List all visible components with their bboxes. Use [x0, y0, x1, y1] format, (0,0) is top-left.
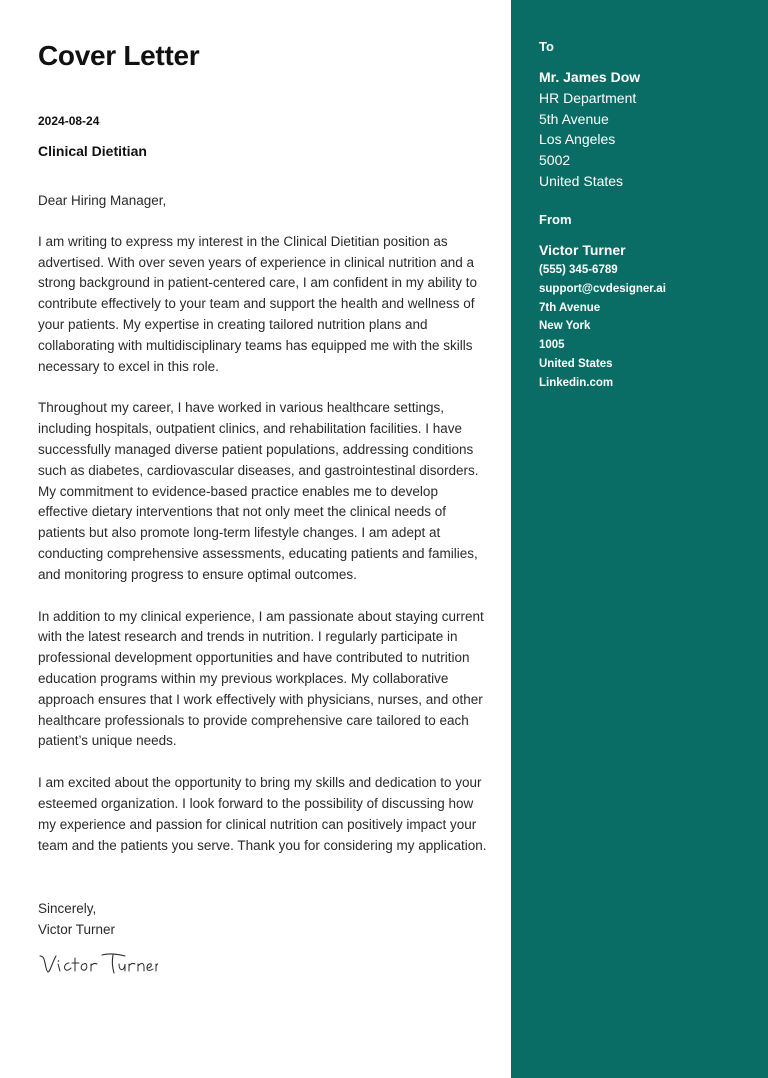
- sender-email: support@cvdesigner.ai: [539, 282, 666, 295]
- salutation: Dear Hiring Manager,: [38, 193, 167, 208]
- sender-heading: From: [539, 212, 572, 227]
- closing-phrase: Sincerely,: [38, 901, 97, 916]
- position-title: Clinical Dietitian: [38, 143, 147, 159]
- letter-date: 2024-08-24: [38, 114, 100, 128]
- sender-postal-code: 1005: [539, 339, 565, 352]
- handwritten-signature: [38, 948, 158, 980]
- recipient-street: 5th Avenue: [539, 110, 609, 127]
- recipient-postal-code: 5002: [539, 152, 571, 169]
- signoff-name: Victor Turner: [38, 922, 116, 937]
- contact-sidebar: [511, 0, 768, 1078]
- document-title: Cover Letter: [38, 40, 200, 71]
- recipient-city: Los Angeles: [539, 131, 616, 148]
- sender-details: [539, 240, 754, 393]
- sender-street: 7th Avenue: [539, 301, 601, 314]
- sender-phone: (555) 345-6789: [539, 264, 618, 276]
- sender-city: New York: [539, 320, 591, 333]
- letter-paragraph-4: I am excited about the opportunity to bring my skills and dedication to your esteemed organization. I look forward to the possibility of discussing how my experience and passion for clinical nutrition can positively impact your team and the patients you serve. Thank you for considering my application.: [38, 775, 487, 853]
- recipient-heading: To: [539, 39, 554, 54]
- sender-social-link: Linkedin.com: [539, 376, 614, 389]
- sender-country: United States: [539, 357, 613, 370]
- recipient-country: United States: [539, 172, 624, 189]
- letter-paragraph-2: Throughout my career, I have worked in various healthcare settings, including hospitals, outpatient clinics, and rehabilitation facilities. I have successfully managed diverse patient populations, addressing conditions such as diabetes, cardiovascular diseases, and gastrointestinal disorders. My commitment to evidence-based practice enables me to develop effective dietary interventions that not only meet the clinical needs of patients but also promote long-term lifestyle changes. I am adept at conducting comprehensive assessments, educating patients and families, and monitoring progress to ensure optimal outcomes.: [38, 400, 479, 582]
- letter-closing: [38, 898, 115, 940]
- letter-paragraph-3: In addition to my clinical experience, I am passionate about staying current with the latest research and trends in nutrition. I regularly participate in professional development opportunities and have contributed to nutrition education programs within my previous workplaces. My collaborative approach ensures that I work effectively with physicians, nurses, and other healthcare professionals to provide comprehensive care tailored to each patient’s unique needs.: [38, 608, 484, 749]
- recipient-name: Mr. James Dow: [539, 69, 641, 85]
- letter-body: [38, 191, 488, 877]
- recipient-department: HR Department: [539, 89, 637, 106]
- letter-paragraph-1: I am writing to express my interest in the Clinical Dietitian position as advertised. With over seven years of experience in clinical nutrition and a strong background in patient-centered care, I am confident in my ability to contribute effectively to your team and support the health and wellness of your patients. My expertise in creating tailored nutrition plans and collaborating with multidisciplinary teams has equipped me with the skills necessary to excel in this role.: [38, 233, 477, 374]
- sender-name: Victor Turner: [539, 242, 626, 258]
- recipient-details: [539, 67, 754, 192]
